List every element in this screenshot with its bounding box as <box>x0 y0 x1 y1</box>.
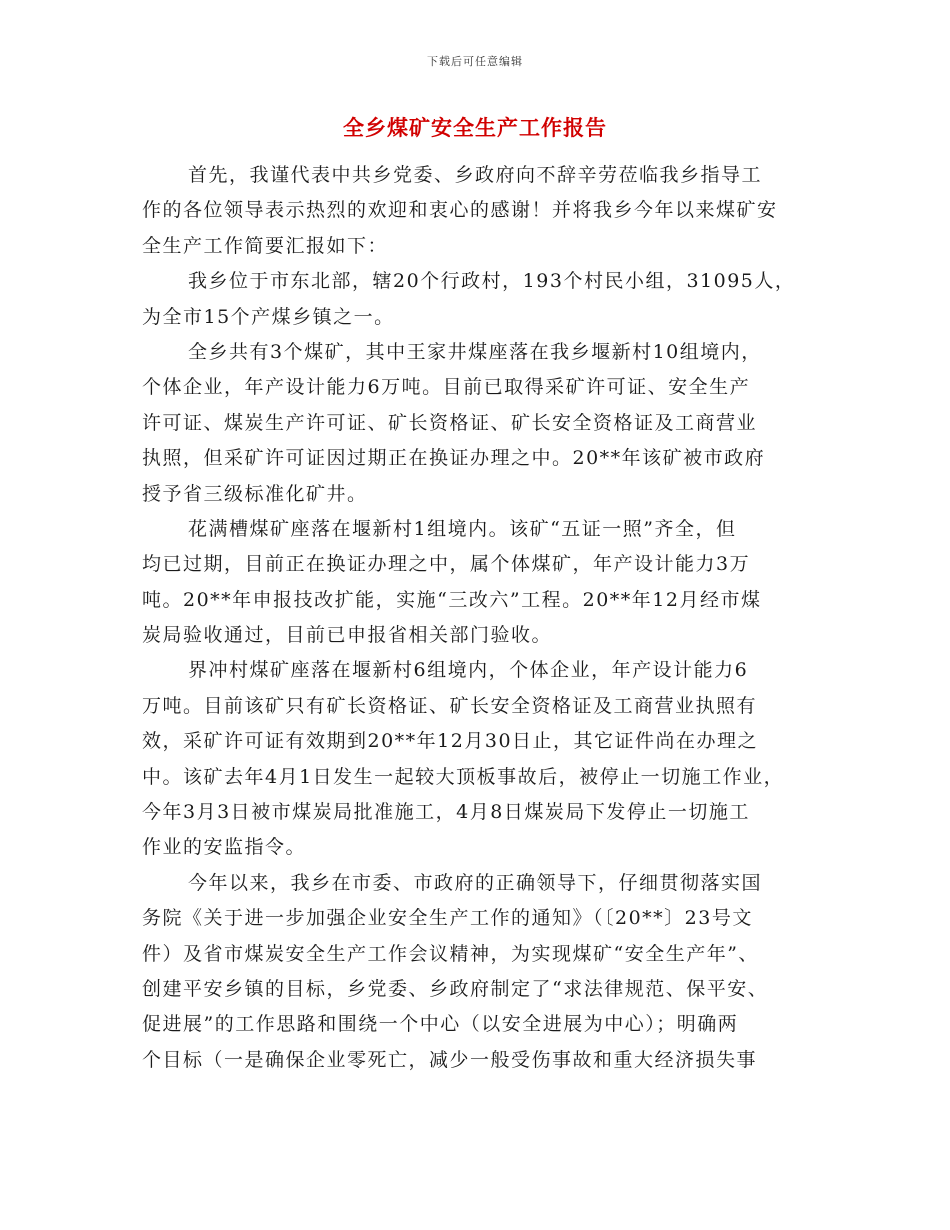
body-line: 作的各位领导表示热烈的欢迎和衷心的感谢！并将我乡今年以来煤矿安 <box>142 199 778 222</box>
body-line: 万吨。目前该矿只有矿长资格证、矿长安全资格证及工商营业执照有 <box>142 694 758 717</box>
body-line: 务院《关于进一步加强企业安全生产工作的通知》（〔20**〕23号文 <box>142 907 753 930</box>
body-line: 件）及省市煤炭安全生产工作会议精神，为实现煤矿“安全生产年”、 <box>142 942 759 965</box>
body-line: 个目标（一是确保企业零死亡，减少一般受伤事故和重大经济损失事 <box>142 1048 758 1071</box>
body-line: 中。该矿去年4月1日发生一起较大顶板事故后，被停止一切施工作业， <box>142 765 785 788</box>
body-line: 许可证、煤炭生产许可证、矿长资格证、矿长安全资格证及工商营业 <box>142 411 758 434</box>
body-line: 效，采矿许可证有效期到20**年12月30日止，其它证件尚在办理之 <box>142 730 759 753</box>
body-line: 促进展”的工作思路和围绕一个中心（以安全进展为中心）；明确两 <box>142 1013 739 1036</box>
page-header-note: 下载后可任意编辑 <box>427 55 523 68</box>
body-line: 界冲村煤矿座落在堰新村6组境内，个体企业，年产设计能力6 <box>188 659 749 682</box>
body-line: 我乡位于市东北部，辖20个行政村，193个村民小组，31095人， <box>188 270 796 293</box>
body-line: 授予省三级标准化矿井。 <box>142 482 368 505</box>
body-line: 执照，但采矿许可证因过期正在换证办理之中。20**年该矿被市政府 <box>142 447 766 470</box>
body-line: 为全市15个产煤乡镇之一。 <box>142 305 395 328</box>
body-line: 全乡共有3个煤矿，其中王家井煤座落在我乡堰新村10组境内， <box>188 340 762 363</box>
document-title: 全乡煤矿安全生产工作报告 <box>343 115 607 140</box>
body-line: 个体企业，年产设计能力6万吨。目前已取得采矿许可证、安全生产 <box>142 376 751 399</box>
body-line: 作业的安监指令。 <box>142 836 307 859</box>
body-line: 今年以来，我乡在市委、市政府的正确领导下，仔细贯彻落实国 <box>188 871 763 894</box>
body-line: 均已过期，目前正在换证办理之中，属个体煤矿，年产设计能力3万 <box>142 553 751 576</box>
body-line: 炭局验收通过，目前已申报省相关部门验收。 <box>142 624 553 647</box>
body-line: 吨。20**年申报技改扩能，实施“三改六”工程。20**年12月经市煤 <box>142 588 762 611</box>
body-line: 今年3月3日被市煤炭局批准施工，4月8日煤炭局下发停止一切施工 <box>142 801 750 824</box>
body-line: 创建平安乡镇的目标，乡党委、乡政府制定了“求法律规范、保平安、 <box>142 977 769 1000</box>
document-body <box>142 158 822 1078</box>
body-line: 全生产工作简要汇报如下： <box>142 234 389 257</box>
body-line: 首先，我谨代表中共乡党委、乡政府向不辞辛劳莅临我乡指导工 <box>188 164 763 186</box>
body-line: 花满槽煤矿座落在堰新村1组境内。该矿“五证一照”齐全，但 <box>188 517 737 540</box>
